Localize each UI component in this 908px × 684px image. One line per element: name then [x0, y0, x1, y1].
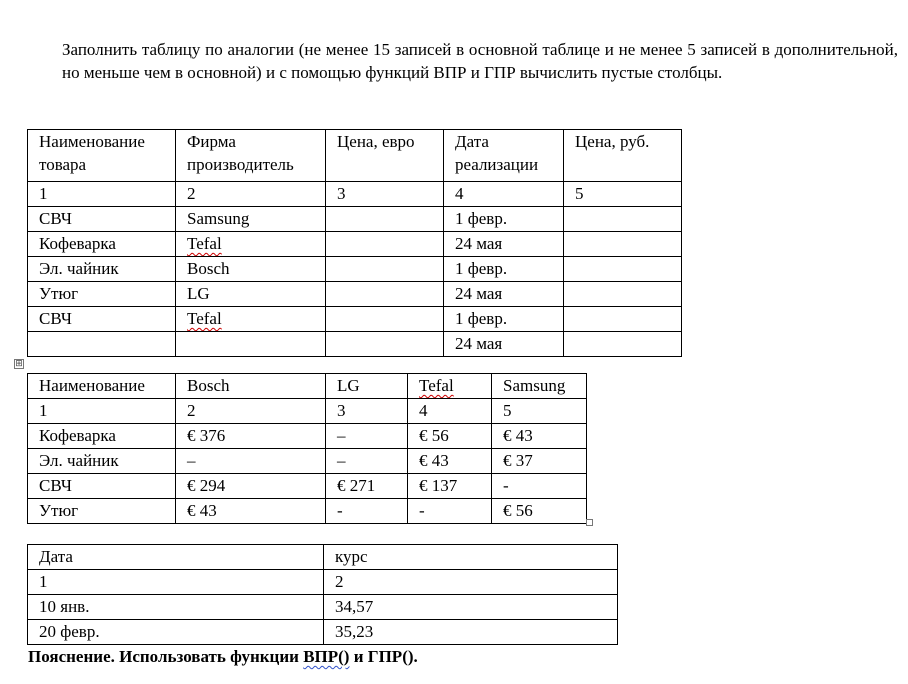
table-cell: € 294 [176, 474, 326, 499]
explanation-note [28, 646, 418, 668]
note-prefix: Пояснение. Использовать функции [28, 647, 304, 666]
table-cell: 1 [28, 182, 176, 207]
table-cell: 34,57 [324, 595, 618, 620]
table-row [28, 620, 618, 645]
table-cell [176, 307, 326, 332]
table-cell: - [492, 474, 587, 499]
table-cell [326, 257, 444, 282]
table-cell [564, 207, 682, 232]
table-cell: СВЧ [28, 307, 176, 332]
header-cell: курс [324, 545, 618, 570]
table-cell: 35,23 [324, 620, 618, 645]
table-move-handle-icon[interactable]: ⊞ [15, 359, 23, 369]
table-row [28, 499, 587, 524]
table-cell: Кофеварка [28, 424, 176, 449]
misspelled-word: Tefal [419, 376, 454, 395]
table-cell: 2 [176, 399, 326, 424]
table-cell: – [326, 424, 408, 449]
vpr-function: ВПР() [303, 647, 350, 666]
table-header-row [28, 545, 618, 570]
table-cell: € 43 [492, 424, 587, 449]
header-cell: Samsung [492, 374, 587, 399]
table-cell [326, 207, 444, 232]
table-cell: 10 янв. [28, 595, 324, 620]
table-cell: 1 февр. [444, 307, 564, 332]
table-cell: Samsung [176, 207, 326, 232]
table-row [28, 257, 682, 282]
rate-table [27, 544, 618, 645]
table-cell: – [176, 449, 326, 474]
table-cell: 1 февр. [444, 257, 564, 282]
table-cell [564, 307, 682, 332]
table-cell: - [408, 499, 492, 524]
table-header-row [28, 374, 587, 399]
header-cell: LG [326, 374, 408, 399]
table-number-row [28, 570, 618, 595]
instructions-paragraph: Заполнить таблицу по аналогии (не менее 15 записей в основной таблице и не менее 5 записей в дополнительной, но меньше чем в основной) и с помощью функций ВПР и ГПР вычислить пустые столбцы. [62, 40, 898, 82]
table-cell: 5 [564, 182, 682, 207]
table-cell: € 376 [176, 424, 326, 449]
table-cell: Утюг [28, 499, 176, 524]
table-cell: 5 [492, 399, 587, 424]
table-number-row [28, 399, 587, 424]
table-row [28, 449, 587, 474]
table-cell: Bosch [176, 257, 326, 282]
table-cell: € 37 [492, 449, 587, 474]
table-cell: Эл. чайник [28, 449, 176, 474]
table-cell: € 56 [408, 424, 492, 449]
table-row [28, 595, 618, 620]
table-cell: – [326, 449, 408, 474]
note-suffix: . [413, 647, 418, 666]
table-cell: 1 [28, 399, 176, 424]
table-cell: Утюг [28, 282, 176, 307]
table-cell [326, 332, 444, 357]
table-row [28, 307, 682, 332]
table-cell: СВЧ [28, 474, 176, 499]
table-cell: € 271 [326, 474, 408, 499]
table-cell [564, 282, 682, 307]
header-cell [408, 374, 492, 399]
header-cell: Дата реализации [444, 130, 564, 182]
table-cell: Кофеварка [28, 232, 176, 257]
price-table [27, 373, 587, 524]
table-cell [564, 332, 682, 357]
header-cell: Bosch [176, 374, 326, 399]
table-cell: 3 [326, 399, 408, 424]
header-cell: Дата [28, 545, 324, 570]
table-cell: € 43 [176, 499, 326, 524]
table-cell [564, 257, 682, 282]
table-cell [176, 232, 326, 257]
table-cell: € 137 [408, 474, 492, 499]
table-cell: 2 [176, 182, 326, 207]
table-cell: - [326, 499, 408, 524]
table-cell: 24 мая [444, 332, 564, 357]
table-cell [326, 232, 444, 257]
table-row [28, 282, 682, 307]
header-cell: Наименование товара [28, 130, 176, 182]
table-cell: 2 [324, 570, 618, 595]
table-header-row [28, 130, 682, 182]
table-cell: 4 [444, 182, 564, 207]
table-cell: € 56 [492, 499, 587, 524]
table-row [28, 232, 682, 257]
table-cell [28, 332, 176, 357]
table-row [28, 207, 682, 232]
table-cell: 1 [28, 570, 324, 595]
misspelled-word: Tefal [187, 234, 222, 253]
header-cell: Цена, руб. [564, 130, 682, 182]
table-cell [176, 332, 326, 357]
table-cell: СВЧ [28, 207, 176, 232]
table-row [28, 474, 587, 499]
table-resize-handle[interactable] [586, 519, 593, 526]
main-table [27, 129, 682, 357]
table-number-row [28, 182, 682, 207]
table-cell: LG [176, 282, 326, 307]
table-cell [326, 282, 444, 307]
table-cell: 1 февр. [444, 207, 564, 232]
gpr-function: ГПР() [367, 647, 414, 666]
table-cell: 3 [326, 182, 444, 207]
table-row [28, 332, 682, 357]
header-cell: Наименование [28, 374, 176, 399]
table-cell: 4 [408, 399, 492, 424]
misspelled-word: Tefal [187, 309, 222, 328]
table-cell: 24 мая [444, 232, 564, 257]
note-middle: и [349, 647, 368, 666]
header-cell: Фирма производитель [176, 130, 326, 182]
table-cell: Эл. чайник [28, 257, 176, 282]
table-cell: € 43 [408, 449, 492, 474]
header-cell: Цена, евро [326, 130, 444, 182]
table-cell: 20 февр. [28, 620, 324, 645]
table-row [28, 424, 587, 449]
table-cell: 24 мая [444, 282, 564, 307]
table-cell [564, 232, 682, 257]
table-cell [326, 307, 444, 332]
